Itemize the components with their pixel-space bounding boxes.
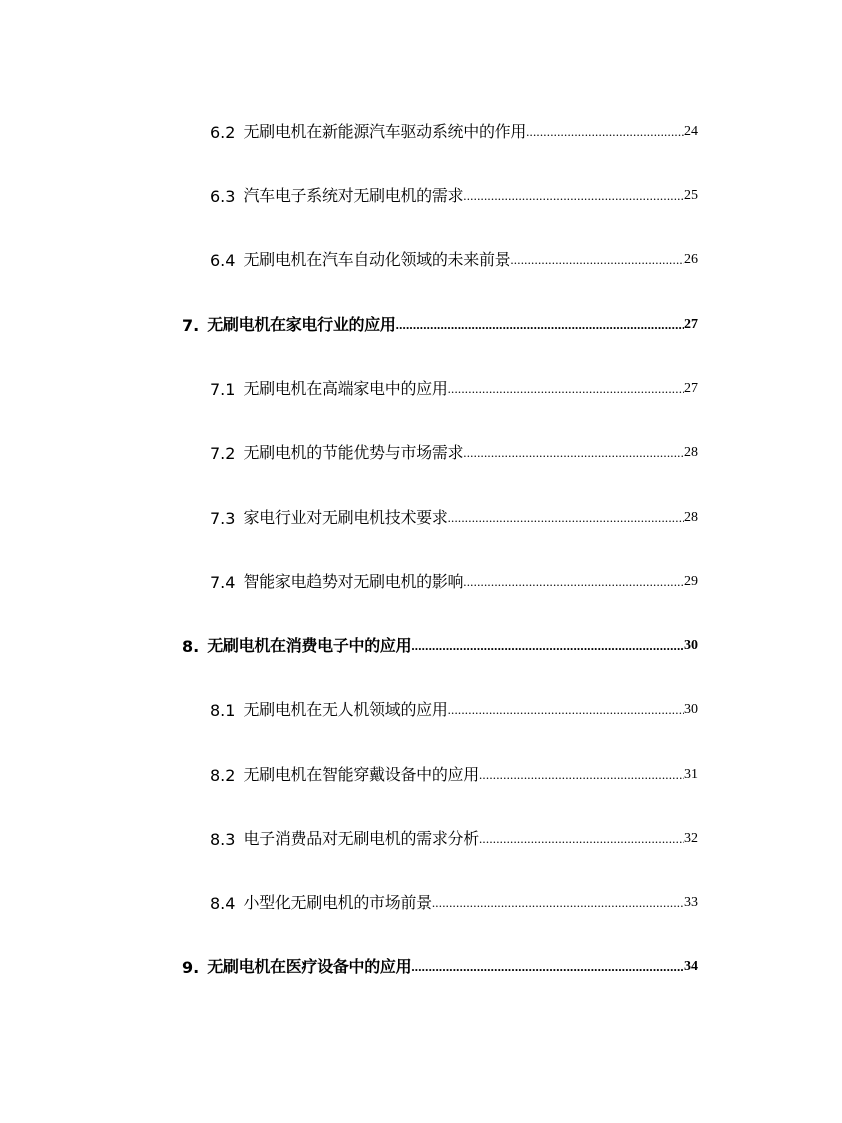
toc-entry-page: 33 bbox=[684, 895, 698, 910]
toc-entry-title: 无刷电机在新能源汽车驱动系统中的作用 bbox=[243, 122, 527, 141]
toc-entry-7-3[interactable] bbox=[210, 502, 698, 528]
toc-entry-number: 6.3 bbox=[210, 187, 236, 206]
toc-entry-number: 6.4 bbox=[210, 251, 236, 270]
dot-leader bbox=[510, 253, 684, 267]
toc-chapter-page: 30 bbox=[684, 638, 698, 653]
dot-leader bbox=[463, 446, 684, 460]
toc-entry-6-2[interactable] bbox=[210, 116, 698, 142]
dot-leader bbox=[448, 703, 684, 717]
toc-entry-page: 28 bbox=[684, 510, 698, 525]
toc-entry-8-2[interactable] bbox=[210, 759, 698, 785]
toc-entry-title: 无刷电机在汽车自动化领域的未来前景 bbox=[243, 250, 511, 269]
toc-chapter-number: 7. bbox=[182, 316, 200, 335]
toc-entry-title: 无刷电机在高端家电中的应用 bbox=[243, 379, 448, 398]
toc-chapter-page: 27 bbox=[684, 317, 698, 332]
toc-entry-page: 27 bbox=[684, 381, 698, 396]
toc-entry-7-4[interactable] bbox=[210, 566, 698, 592]
dot-leader bbox=[411, 639, 684, 653]
toc-entry-title: 电子消费品对无刷电机的需求分析 bbox=[243, 829, 479, 848]
toc-entry-title: 智能家电趋势对无刷电机的影响 bbox=[243, 572, 464, 591]
toc-entry-number: 7.1 bbox=[210, 380, 236, 399]
dot-leader bbox=[526, 125, 684, 139]
toc-entry-page: 24 bbox=[684, 124, 698, 139]
toc-chapter-title: 无刷电机在消费电子中的应用 bbox=[207, 636, 412, 655]
toc-entry-number: 8.3 bbox=[210, 830, 236, 849]
dot-leader bbox=[463, 189, 684, 203]
toc-entry-page: 26 bbox=[684, 252, 698, 267]
toc-entry-title: 小型化无刷电机的市场前景 bbox=[243, 893, 432, 912]
toc-entry-page: 25 bbox=[684, 188, 698, 203]
dot-leader bbox=[448, 511, 684, 525]
toc-entry-title: 家电行业对无刷电机技术要求 bbox=[243, 508, 448, 527]
toc-entry-page: 30 bbox=[684, 702, 698, 717]
toc-entry-6-3[interactable] bbox=[210, 180, 698, 206]
toc-entry-title: 无刷电机在智能穿戴设备中的应用 bbox=[243, 765, 479, 784]
toc-entry-number: 7.3 bbox=[210, 509, 236, 528]
toc-entry-6-4[interactable] bbox=[210, 244, 698, 270]
dot-leader bbox=[463, 575, 684, 589]
toc-entry-8-4[interactable] bbox=[210, 887, 698, 913]
toc-entry-title: 无刷电机在无人机领域的应用 bbox=[243, 700, 448, 719]
toc-entry-7-2[interactable] bbox=[210, 437, 698, 463]
toc-entry-number: 8.1 bbox=[210, 701, 236, 720]
toc-entry-page: 32 bbox=[684, 831, 698, 846]
toc-entry-7-1[interactable] bbox=[210, 373, 698, 399]
toc-entry-8-1[interactable] bbox=[210, 694, 698, 720]
toc-chapter-title: 无刷电机在医疗设备中的应用 bbox=[207, 957, 412, 976]
dot-leader bbox=[479, 768, 684, 782]
toc-chapter-8[interactable] bbox=[182, 630, 698, 656]
toc-entry-page: 31 bbox=[684, 767, 698, 782]
toc-entry-page: 28 bbox=[684, 445, 698, 460]
toc-chapter-page: 34 bbox=[684, 959, 698, 974]
dot-leader bbox=[448, 382, 684, 396]
toc-entry-number: 8.2 bbox=[210, 766, 236, 785]
dot-leader bbox=[432, 896, 684, 910]
toc-chapter-9[interactable] bbox=[182, 951, 698, 977]
toc-entry-number: 7.4 bbox=[210, 573, 236, 592]
toc-entry-title: 无刷电机的节能优势与市场需求 bbox=[243, 443, 464, 462]
toc-chapter-title: 无刷电机在家电行业的应用 bbox=[207, 315, 396, 334]
toc-chapter-number: 9. bbox=[182, 958, 200, 977]
toc-entry-page: 29 bbox=[684, 574, 698, 589]
toc-entry-number: 6.2 bbox=[210, 123, 236, 142]
toc-chapter-number: 8. bbox=[182, 637, 200, 656]
dot-leader bbox=[411, 960, 684, 974]
toc-entry-number: 8.4 bbox=[210, 894, 236, 913]
toc-entry-title: 汽车电子系统对无刷电机的需求 bbox=[243, 186, 464, 205]
toc-chapter-7[interactable] bbox=[182, 309, 698, 335]
dot-leader bbox=[396, 318, 684, 332]
toc-entry-8-3[interactable] bbox=[210, 823, 698, 849]
toc-entry-number: 7.2 bbox=[210, 444, 236, 463]
dot-leader bbox=[479, 832, 684, 846]
